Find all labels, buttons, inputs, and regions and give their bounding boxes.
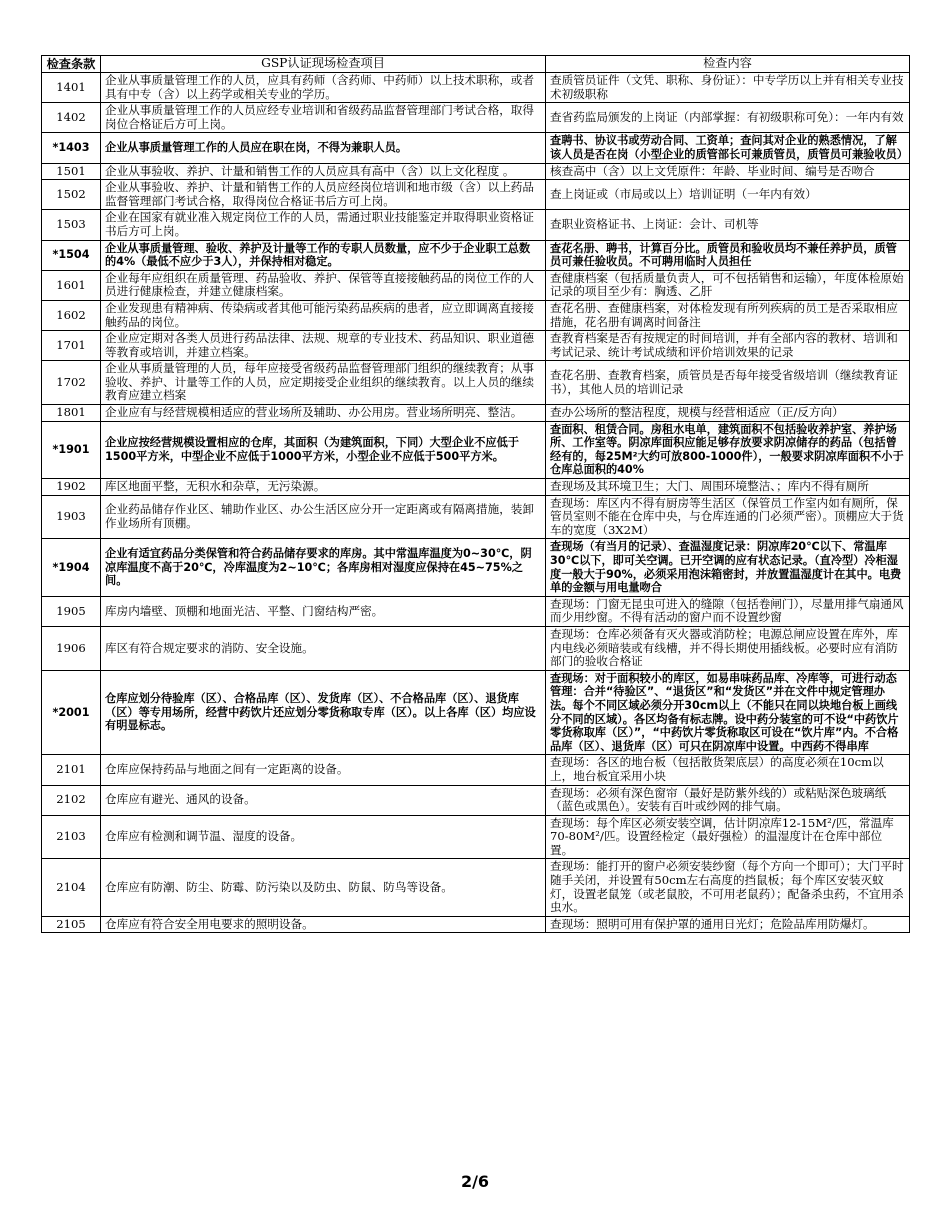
table-row xyxy=(42,785,910,815)
cell-content: 查现场：每个库区必须安装空调，估计阴凉库12-15M²/匹，常温库70-80M²/匹。设置经检定（最好强检）的温湿度计在仓库中部位置。 xyxy=(546,815,910,859)
cell-code: 1401 xyxy=(42,73,101,103)
cell-item: 仓库应有防潮、防尘、防霉、防污染以及防虫、防鼠、防鸟等设备。 xyxy=(101,859,546,916)
table-row xyxy=(42,815,910,859)
cell-content: 核查高中（含）以上文凭原件：年龄、毕业时间、编号是否吻合 xyxy=(546,163,910,180)
cell-item: 库房内墙壁、顶棚和地面光洁、平整、门窗结构严密。 xyxy=(101,596,546,626)
table-row xyxy=(42,626,910,670)
table-row xyxy=(42,755,910,785)
cell-content: 查省药监局颁发的上岗证（内部掌握：有初级职称可免）：一年内有效 xyxy=(546,103,910,133)
cell-item: 企业在国家有就业准入规定岗位工作的人员，需通过职业技能鉴定并取得职业资格证书后方可上岗。 xyxy=(101,210,546,240)
page-number: 2/6 xyxy=(460,1172,490,1191)
table-row xyxy=(42,916,910,933)
cell-code: 1402 xyxy=(42,103,101,133)
cell-content: 查现场：对于面积较小的库区，如易串味药品库、冷库等，可进行动态管理：合并“待验区”、“退货区”和“发货区”并在文件中规定管理办法。每个不同区域必须分开30cm以上（不能只在同以块地台板上画线分不同的区域）。各区均备有标志牌。设中药分装室的可不设“中药饮片零货称取库（区）”，“中药饮片零货称取区可设在“饮片库”内。不合格品库（区）、退货库（区）可只在阴凉库中设置。中西药不得串库 xyxy=(546,670,910,755)
cell-item: 企业从事质量管理工作的人员应经专业培训和省级药品监督管理部门考试合格，取得岗位合格证后方可上岗。 xyxy=(101,103,546,133)
cell-code: 1701 xyxy=(42,331,101,361)
cell-content: 查现场：门窗无昆虫可进入的缝隙（包括卷闸门），尽量用排气扇通风而少用纱窗。不得有活动的窗户而不设置纱窗 xyxy=(546,596,910,626)
cell-content: 查上岗证或（市局或以上）培训证明（一年内有效） xyxy=(546,180,910,210)
cell-item: 企业应有与经营规模相适应的营业场所及辅助、办公用房。营业场所明亮、整洁。 xyxy=(101,405,546,422)
table-row xyxy=(42,300,910,330)
cell-item: 企业有适宜药品分类保管和符合药品储存要求的库房。其中常温库温度为0~30℃，阴凉库温度不高于20℃，冷库温度为2~10℃；各库房相对湿度应保持在45~75%之间。 xyxy=(101,539,546,596)
cell-item: 仓库应有避光、通风的设备。 xyxy=(101,785,546,815)
cell-item: 企业应定期对各类人员进行药品法律、法规、规章的专业技术、药品知识、职业道德等教育或培训，并建立档案。 xyxy=(101,331,546,361)
cell-content: 查现场：照明可用有保护罩的通用日光灯；危险品库用防爆灯。 xyxy=(546,916,910,933)
cell-item: 库区有符合规定要求的消防、安全设施。 xyxy=(101,626,546,670)
header-content: 检查内容 xyxy=(546,56,910,73)
table-row xyxy=(42,495,910,539)
cell-content: 查办公场所的整洁程度，规模与经营相适应（正/反方向） xyxy=(546,405,910,422)
table-row xyxy=(42,421,910,478)
cell-code: *1403 xyxy=(42,133,101,163)
cell-item: 企业应按经营规模设置相应的仓库，其面积（为建筑面积，下同）大型企业不应低于1500平方米，中型企业不应低于1000平方米，小型企业不应低于500平方米。 xyxy=(101,421,546,478)
cell-code: 1601 xyxy=(42,270,101,300)
cell-code: 2102 xyxy=(42,785,101,815)
cell-code: 1905 xyxy=(42,596,101,626)
header-item: GSP认证现场检查项目 xyxy=(101,56,546,73)
cell-content: 查职业资格证书、上岗证：会计、司机等 xyxy=(546,210,910,240)
table-row xyxy=(42,405,910,422)
cell-item: 仓库应划分待验库（区）、合格品库（区）、发货库（区）、不合格品库（区）、退货库（区）等专用场所，经营中药饮片还应划分零货称取专库（区）。以上各库（区）均应设有明显标志。 xyxy=(101,670,546,755)
cell-item: 企业从事质量管理工作的人员应在职在岗，不得为兼职人员。 xyxy=(101,133,546,163)
table-row xyxy=(42,331,910,361)
cell-item: 企业每年应组织在质量管理、药品验收、养护、保管等直接接触药品的岗位工作的人员进行健康检查，并建立健康档案。 xyxy=(101,270,546,300)
table-row xyxy=(42,210,910,240)
cell-item: 企业从事质量管理工作的人员，应具有药师（含药师、中药师）以上技术职称，或者具有中专（含）以上药学或相关专业的学历。 xyxy=(101,73,546,103)
cell-content: 查花名册、查健康档案，对体检发现有所列疾病的员工是否采取相应措施，花名册有调离时间备注 xyxy=(546,300,910,330)
cell-code: *2001 xyxy=(42,670,101,755)
cell-content: 查花名册、查教育档案，质管员是否每年接受省级培训（继续教育证书），其他人员的培训记录 xyxy=(546,361,910,405)
cell-code: 1903 xyxy=(42,495,101,539)
cell-item: 企业药品储存作业区、辅助作业区、办公生活区应分开一定距离或有隔离措施，装卸作业场所有顶棚。 xyxy=(101,495,546,539)
gsp-inspection-table xyxy=(41,55,910,933)
cell-code: *1504 xyxy=(42,240,101,270)
cell-content: 查现场：各区的地台板（包括散货架底层）的高度必须在10cm以上，地台板宜采用小块 xyxy=(546,755,910,785)
cell-item: 仓库应保持药品与地面之间有一定距离的设备。 xyxy=(101,755,546,785)
cell-content: 查健康档案（包括质量负责人，可不包括销售和运输），年度体检原始记录的项目至少有：胸透、乙肝 xyxy=(546,270,910,300)
cell-content: 查现场及其环境卫生；大门、周围环境整洁、；库内不得有厕所 xyxy=(546,479,910,496)
table-row xyxy=(42,670,910,755)
cell-item: 企业发现患有精神病、传染病或者其他可能污染药品疾病的患者，应立即调离直接接触药品的岗位。 xyxy=(101,300,546,330)
header-code: 检查条款 xyxy=(42,56,101,73)
table-row xyxy=(42,180,910,210)
cell-code: 1501 xyxy=(42,163,101,180)
cell-code: 2101 xyxy=(42,755,101,785)
cell-content: 查聘书、协议书或劳动合同、工资单；查问其对企业的熟悉情况，了解该人员是否在岗（小型企业的质管部长可兼质管员，质管员可兼验收员） xyxy=(546,133,910,163)
cell-code: 1602 xyxy=(42,300,101,330)
table-header-row xyxy=(42,56,910,73)
cell-item: 企业从事质量管理、验收、养护及计量等工作的专职人员数量，应不少于企业职工总数的4%（最低不应少于3人），并保持相对稳定。 xyxy=(101,240,546,270)
cell-code: *1901 xyxy=(42,421,101,478)
cell-code: 2104 xyxy=(42,859,101,916)
cell-item: 仓库应有符合安全用电要求的照明设备。 xyxy=(101,916,546,933)
cell-item: 库区地面平整，无积水和杂草，无污染源。 xyxy=(101,479,546,496)
table-row xyxy=(42,163,910,180)
cell-code: 1702 xyxy=(42,361,101,405)
table-body xyxy=(42,73,910,933)
cell-content: 查教育档案是否有按规定的时间培训，并有全部内容的教材、培训和考试记录、统计考试成绩和评价培训效果的记录 xyxy=(546,331,910,361)
cell-content: 查花名册、聘书，计算百分比。质管员和验收员均不兼任养护员，质管员可兼任验收员。不可聘用临时人员担任 xyxy=(546,240,910,270)
cell-content: 查现场：能打开的窗户必须安装纱窗（每个方向一个即可）；大门平时随手关闭，并设置有50cm左右高度的挡鼠板；每个库区安装灭蚊灯，设置老鼠笼（或老鼠胶，不可用老鼠药）；配备杀虫药，不宜用杀虫水。 xyxy=(546,859,910,916)
cell-content: 查质管员证件（文凭、职称、身份证）：中专学历以上并有相关专业技术初级职称 xyxy=(546,73,910,103)
table-row xyxy=(42,596,910,626)
table-row xyxy=(42,103,910,133)
cell-code: 1906 xyxy=(42,626,101,670)
cell-item: 企业从事验收、养护、计量和销售工作的人员应具有高中（含）以上文化程度 。 xyxy=(101,163,546,180)
cell-content: 查现场：必须有深色窗帘（最好是防紫外线的）或粘贴深色玻璃纸（蓝色或黑色）。安装有百叶或纱网的排气扇。 xyxy=(546,785,910,815)
table-row xyxy=(42,479,910,496)
cell-code: *1904 xyxy=(42,539,101,596)
table-row xyxy=(42,539,910,596)
cell-code: 1503 xyxy=(42,210,101,240)
table-row xyxy=(42,361,910,405)
table-row xyxy=(42,133,910,163)
cell-item: 企业从事验收、养护、计量和销售工作的人员应经岗位培训和地市级（含）以上药品监督管理部门考试合格，取得岗位合格证书后方可上岗。 xyxy=(101,180,546,210)
document-page xyxy=(41,55,909,933)
table-row xyxy=(42,270,910,300)
cell-code: 1502 xyxy=(42,180,101,210)
table-row xyxy=(42,859,910,916)
table-row xyxy=(42,73,910,103)
cell-content: 查现场：仓库必须备有灭火器或消防栓；电源总闸应设置在库外，库内电线必须暗装或有线槽，并不得长期使用插线板。必要时应有消防部门的验收合格证 xyxy=(546,626,910,670)
cell-item: 企业从事质量管理的人员，每年应接受省级药品监督管理部门组织的继续教育；从事验收、养护、计量等工作的人员，应定期接受企业组织的继续教育。以上人员的继续教育应建立档案 xyxy=(101,361,546,405)
cell-item: 仓库应有检测和调节温、湿度的设备。 xyxy=(101,815,546,859)
cell-code: 1801 xyxy=(42,405,101,422)
cell-code: 2103 xyxy=(42,815,101,859)
cell-content: 查现场：库区内不得有厨房等生活区（保管员工作室内如有厕所，保管员室则不能在仓库中央，与仓库连通的门必须严密）。顶棚应大于货车的宽度（3X2M） xyxy=(546,495,910,539)
cell-content: 查现场（有当月的记录）、查温湿度记录：阴凉库20℃以下、常温库30℃以下，即可关空调。已开空调的应有状态记录。（直冷型）冷柜湿度一般大于90%，必须采用泡沫箱密封，并放置温湿度计在其中。电费单的金额与用电量吻合 xyxy=(546,539,910,596)
table-row xyxy=(42,240,910,270)
cell-code: 1902 xyxy=(42,479,101,496)
cell-content: 查面积、租赁合同。房租水电单，建筑面积不包括验收养护室、养护场所、工作室等。阴凉库面积应能足够存放要求阴凉储存的药品（包括曾经有的，每25M²大约可放800-1000件），一般要求阴凉库面积不小于仓库总面积的40% xyxy=(546,421,910,478)
cell-code: 2105 xyxy=(42,916,101,933)
